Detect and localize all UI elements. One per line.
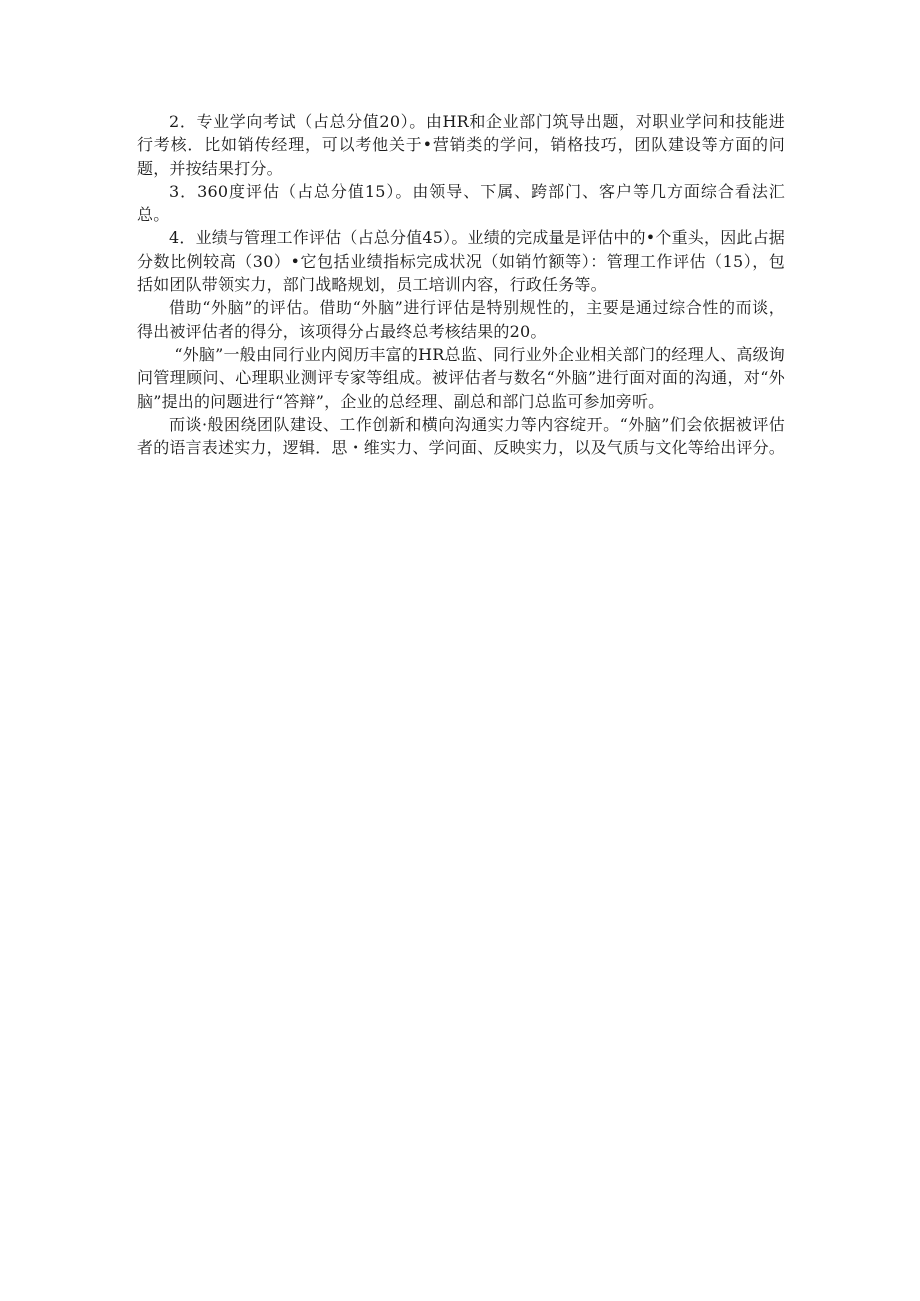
paragraph-interview-topics: 而谈·般困绕团队建设、工作创新和横向沟通实力等内容绽开。“外脑”们会依据被评估者的语言表述实力，逻辑．思・维实力、学问面、反映实力，以及气质与文化等给出评分。 — [137, 414, 786, 458]
paragraph-professional-exam: 2．专业学向考试（占总分值20）。由HR和企业部门筑导出题，对职业学问和技能进行考核．比如销传经理，可以考他关于•营销类的学问，销格技巧，团队建设等方面的问题，并按结果打分。 — [137, 112, 785, 178]
paragraph-external-brain-composition: “外脑”一般由同行业内阅历丰富的HR总监、同行业外企业相关部门的经理人、高级询问管理顾问、心理职业测评专家等组成。被评估者与数名“外脑”进行面对面的沟通，对“外脑”提出的问题进行“答辩”，企业的总经理、副总和部门总监可参加旁听。 — [137, 344, 785, 411]
document-body — [137, 110, 785, 459]
paragraph-external-brain-evaluation: 借助“外脑”的评估。借助“外脑”进行评估是特别规性的，主要是通过综合性的而谈，得出被评估者的得分，该项得分占最终总考核结果的20。 — [137, 298, 785, 341]
paragraph-performance-evaluation: 4．业绩与管理工作评估（占总分值45）。业绩的完成量是评估中的•个重头，因此占据分数比例较高（30）•它包括业绩指标完成状况（如销竹额等）：管理工作评估（15），包括如团队带领实力，部门战略规划，员工培训内容，行政任务等。 — [137, 228, 785, 295]
paragraph-360-evaluation: 3．360度评估（占总分值15）。由领导、下属、跨部门、客户等几方面综合看法汇总。 — [137, 181, 785, 225]
